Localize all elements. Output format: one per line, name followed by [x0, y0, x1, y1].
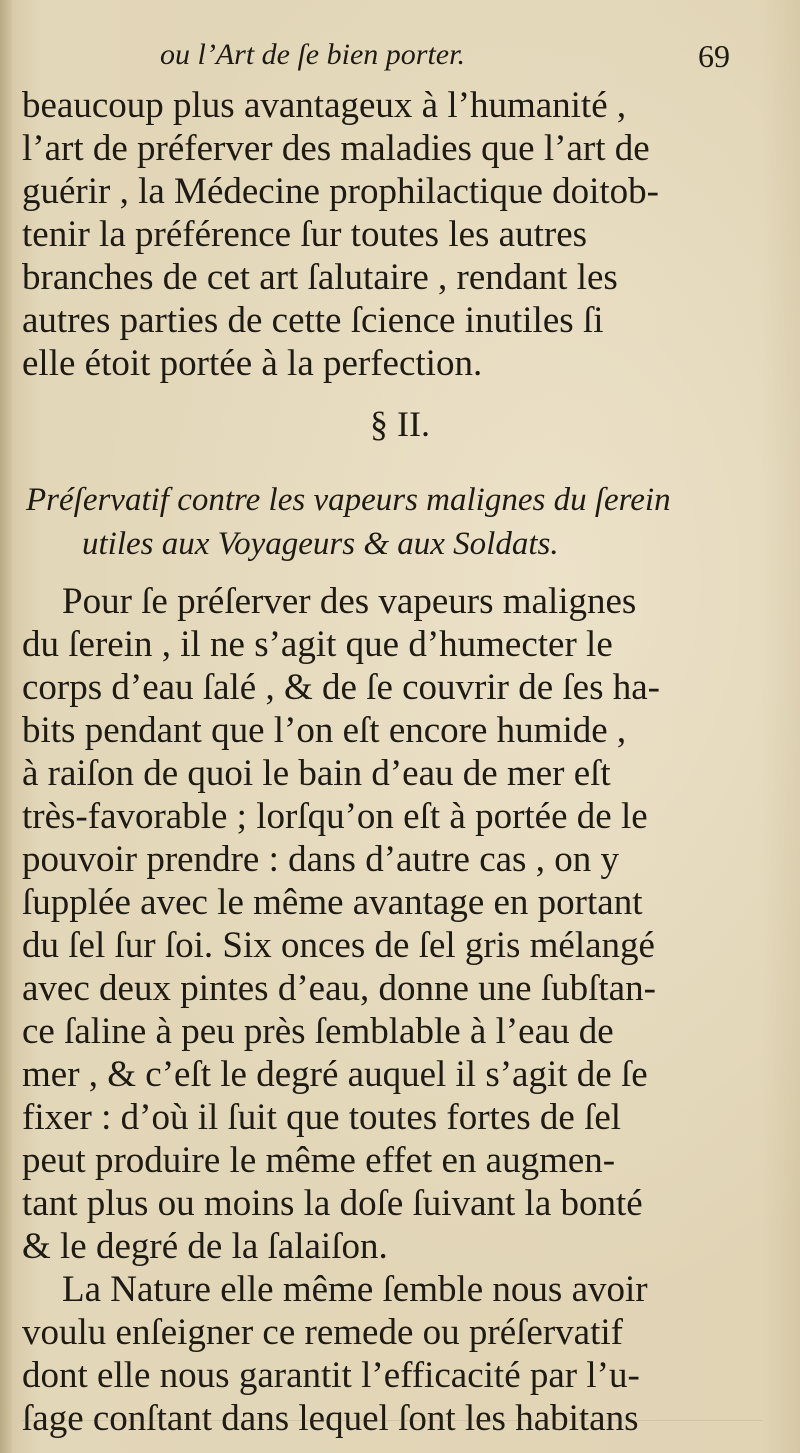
page-header — [160, 38, 750, 78]
text-line: branches de cet art ſalutaire , rendant les — [22, 257, 618, 298]
text-line: tant plus ou moins la doſe ſuivant la bonté — [22, 1183, 643, 1224]
text-line: dont elle nous garantit l’efficacité par l’u- — [22, 1355, 640, 1396]
section-title-line: utiles aux Voyageurs & aux Soldats. — [82, 526, 559, 562]
text-line: corps d’eau ſalé , & de ſe couvrir de ſes ha- — [22, 667, 660, 708]
text-line: beaucoup plus avantageux à l’humanité , — [22, 85, 627, 126]
text-line: guérir , la Médecine prophilactique doitob- — [22, 171, 660, 212]
page-gutter-shadow — [0, 0, 12, 1453]
text-line: peut produire le même effet en augmen- — [22, 1140, 616, 1181]
text-line: Pour ſe préſerver des vapeurs malignes — [62, 581, 637, 622]
text-line: avec deux pintes d’eau, donne une ſubſtan- — [22, 968, 656, 1009]
text-line: La Nature elle même ſemble nous avoir — [62, 1269, 648, 1310]
running-title: ou l’Art de ſe bien porter. — [160, 38, 465, 71]
page-number: 69 — [698, 38, 730, 74]
text-line: du ſerein , il ne s’agit que d’humecter le — [22, 624, 613, 665]
text-line: pouvoir prendre : dans d’autre cas , on y — [22, 839, 619, 880]
text-line: mer , & c’eſt le degré auquel il s’agit de ſe — [22, 1054, 648, 1095]
text-line: voulu enſeigner ce remede ou préſervatif — [22, 1312, 623, 1353]
text-line: autres parties de cette ſcience inutiles ſi — [22, 300, 604, 341]
section-title-line: Préſervatif contre les vapeurs malignes du ſerein — [26, 482, 671, 518]
text-line: ſupplée avec le même avantage en portant — [22, 882, 643, 923]
paragraph-2 — [22, 580, 764, 1440]
text-line: ſage conſtant dans lequel ſont les habitans — [22, 1398, 639, 1439]
paragraph-1 — [22, 84, 764, 385]
text-line: à raiſon de quoi le bain d’eau de mer eſt — [22, 753, 611, 794]
text-line: & le degré de la ſalaiſon. — [22, 1226, 388, 1267]
text-line: elle étoit portée à la perfection. — [22, 343, 483, 384]
text-line: l’art de préferver des maladies que l’art de — [22, 128, 650, 169]
text-line: ce ſaline à peu près ſemblable à l’eau de — [22, 1011, 614, 1052]
text-line: du ſel ſur ſoi. Six onces de ſel gris mélangé — [22, 925, 655, 966]
text-line: bits pendant que l’on eſt encore humide , — [22, 710, 627, 751]
section-heading: § II. — [370, 404, 430, 444]
text-line: très-favorable ; lorſqu’on eſt à portée de le — [22, 796, 648, 837]
page-bottom-margin — [22, 1420, 762, 1421]
section-title — [26, 478, 776, 566]
text-line: fixer : d’où il ſuit que toutes fortes de ſel — [22, 1097, 622, 1138]
text-line: tenir la préférence ſur toutes les autres — [22, 214, 588, 255]
